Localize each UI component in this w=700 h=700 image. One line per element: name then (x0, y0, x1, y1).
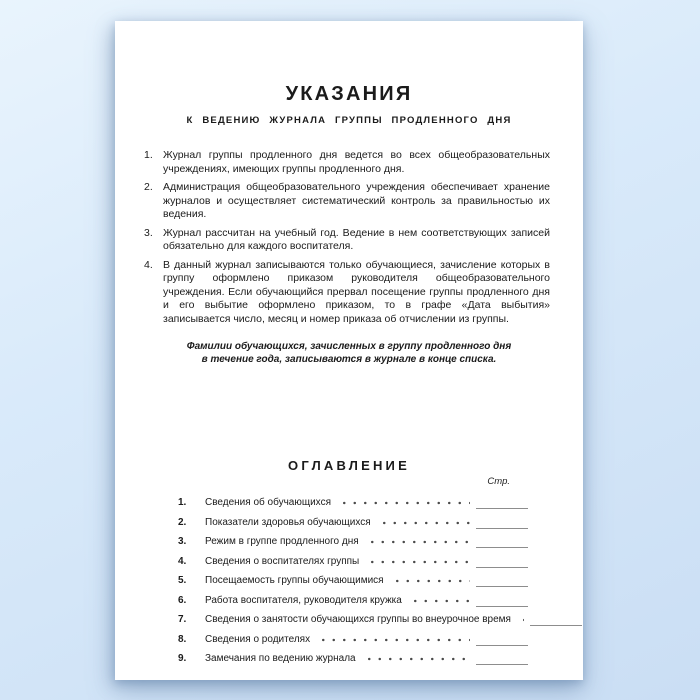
page-title: УКАЗАНИЯ (285, 83, 413, 105)
toc-item-number: 3. (178, 536, 187, 547)
page-subtitle: К ВЕДЕНИЮ ЖУРНАЛА ГРУППЫ ПРОДЛЕННОГО ДНЯ (186, 115, 512, 126)
instruction-text: Администрация общеобразовательного учреждения обеспечивает хранение журналов и осуществляет систематический контроль за правильностью их ведения. (163, 181, 550, 220)
toc-item-number: 5. (178, 575, 187, 586)
page-number-blank-line (530, 623, 582, 626)
toc-item-label: Показатели здоровья обучающихся (205, 516, 371, 528)
page-number-blank-line (476, 662, 528, 665)
page-number-blank-line (476, 643, 528, 646)
dot-leader (407, 596, 470, 606)
instruction-item (144, 259, 550, 327)
instruction-item (144, 181, 550, 222)
toc-item-number: 1. (178, 497, 187, 508)
instruction-text: В данный журнал записываются только обучающиеся, зачисление которых в группу оформлено приказом руководителя общеобразовательного учреждения. Если обучающийся прервал посещение группы продленного дня и его выбытие оформлено приказом, то в графе «Дата выбытия» записывается число, месяц и номер приказа об отчислении из группы. (163, 258, 550, 325)
note-line: в течение года, записываются в журнале в конце списка. (201, 354, 497, 365)
toc-item-label: Режим в группе продленного дня (205, 536, 359, 547)
document-page (115, 21, 583, 680)
toc-row (148, 574, 550, 587)
toc-item-label: Посещаемость группы обучающимися (205, 575, 384, 586)
dot-leader (361, 654, 470, 664)
toc-item-label: Сведения о занятости обучающихся группы во внеурочное время (205, 614, 511, 625)
instruction-number: 4. (144, 258, 153, 271)
toc-row (148, 613, 550, 626)
instruction-number: 1. (144, 149, 153, 161)
dot-leader (364, 557, 470, 567)
toc-row (148, 652, 550, 665)
dot-leader (389, 576, 470, 586)
toc-heading: ОГЛАВЛЕНИЕ (288, 458, 410, 473)
instruction-text: Журнал группы продленного дня ведется во всех общеобразовательных учреждениях, имеющих группы продленного дня. (163, 149, 550, 175)
page-number-blank-line (476, 584, 528, 587)
instructions-list (144, 149, 550, 326)
page-number-blank-line (476, 565, 528, 568)
toc-item-label: Сведения о воспитателях группы (205, 555, 360, 567)
toc-item-number: 4. (178, 555, 187, 567)
toc-item-number: 6. (178, 594, 187, 606)
toc-item-label: Сведения о родителях (205, 633, 311, 645)
instruction-number: 2. (144, 181, 153, 193)
toc-page-column-label: Стр. (487, 476, 510, 487)
instruction-item (144, 149, 550, 176)
toc-item-number: 2. (178, 516, 187, 528)
toc-item-number: 9. (178, 653, 187, 664)
page-number-blank-line (476, 545, 528, 548)
dot-leader (376, 518, 470, 528)
dot-leader (364, 537, 470, 547)
page-number-blank-line (476, 526, 528, 529)
toc-item-label: Работа воспитателя, руководителя кружка (205, 594, 402, 606)
dot-leader (336, 498, 470, 508)
dot-leader (516, 615, 524, 625)
instruction-text: Журнал рассчитан на учебный год. Ведение в нем соответствующих записей обязательно для каждого воспитателя. (163, 226, 550, 252)
toc-row (148, 555, 550, 568)
instruction-item (144, 227, 550, 254)
toc-row (148, 516, 550, 529)
toc-row (148, 496, 550, 509)
toc-item-label: Замечания по ведению журнала (205, 653, 356, 664)
toc-item-label: Сведения об обучающихся (205, 497, 331, 508)
toc-row (148, 594, 550, 607)
instruction-number: 3. (144, 226, 153, 239)
page-number-blank-line (476, 604, 528, 607)
toc-item-number: 8. (178, 633, 187, 645)
toc-list (148, 496, 550, 665)
note-line: Фамилии обучающихся, зачисленных в группу продленного дня (186, 341, 512, 352)
page-number-blank-line (476, 506, 528, 509)
dot-leader (315, 635, 470, 645)
toc-row (148, 535, 550, 548)
note-text (148, 340, 550, 366)
toc-item-number: 7. (178, 614, 187, 625)
toc-row (148, 633, 550, 646)
